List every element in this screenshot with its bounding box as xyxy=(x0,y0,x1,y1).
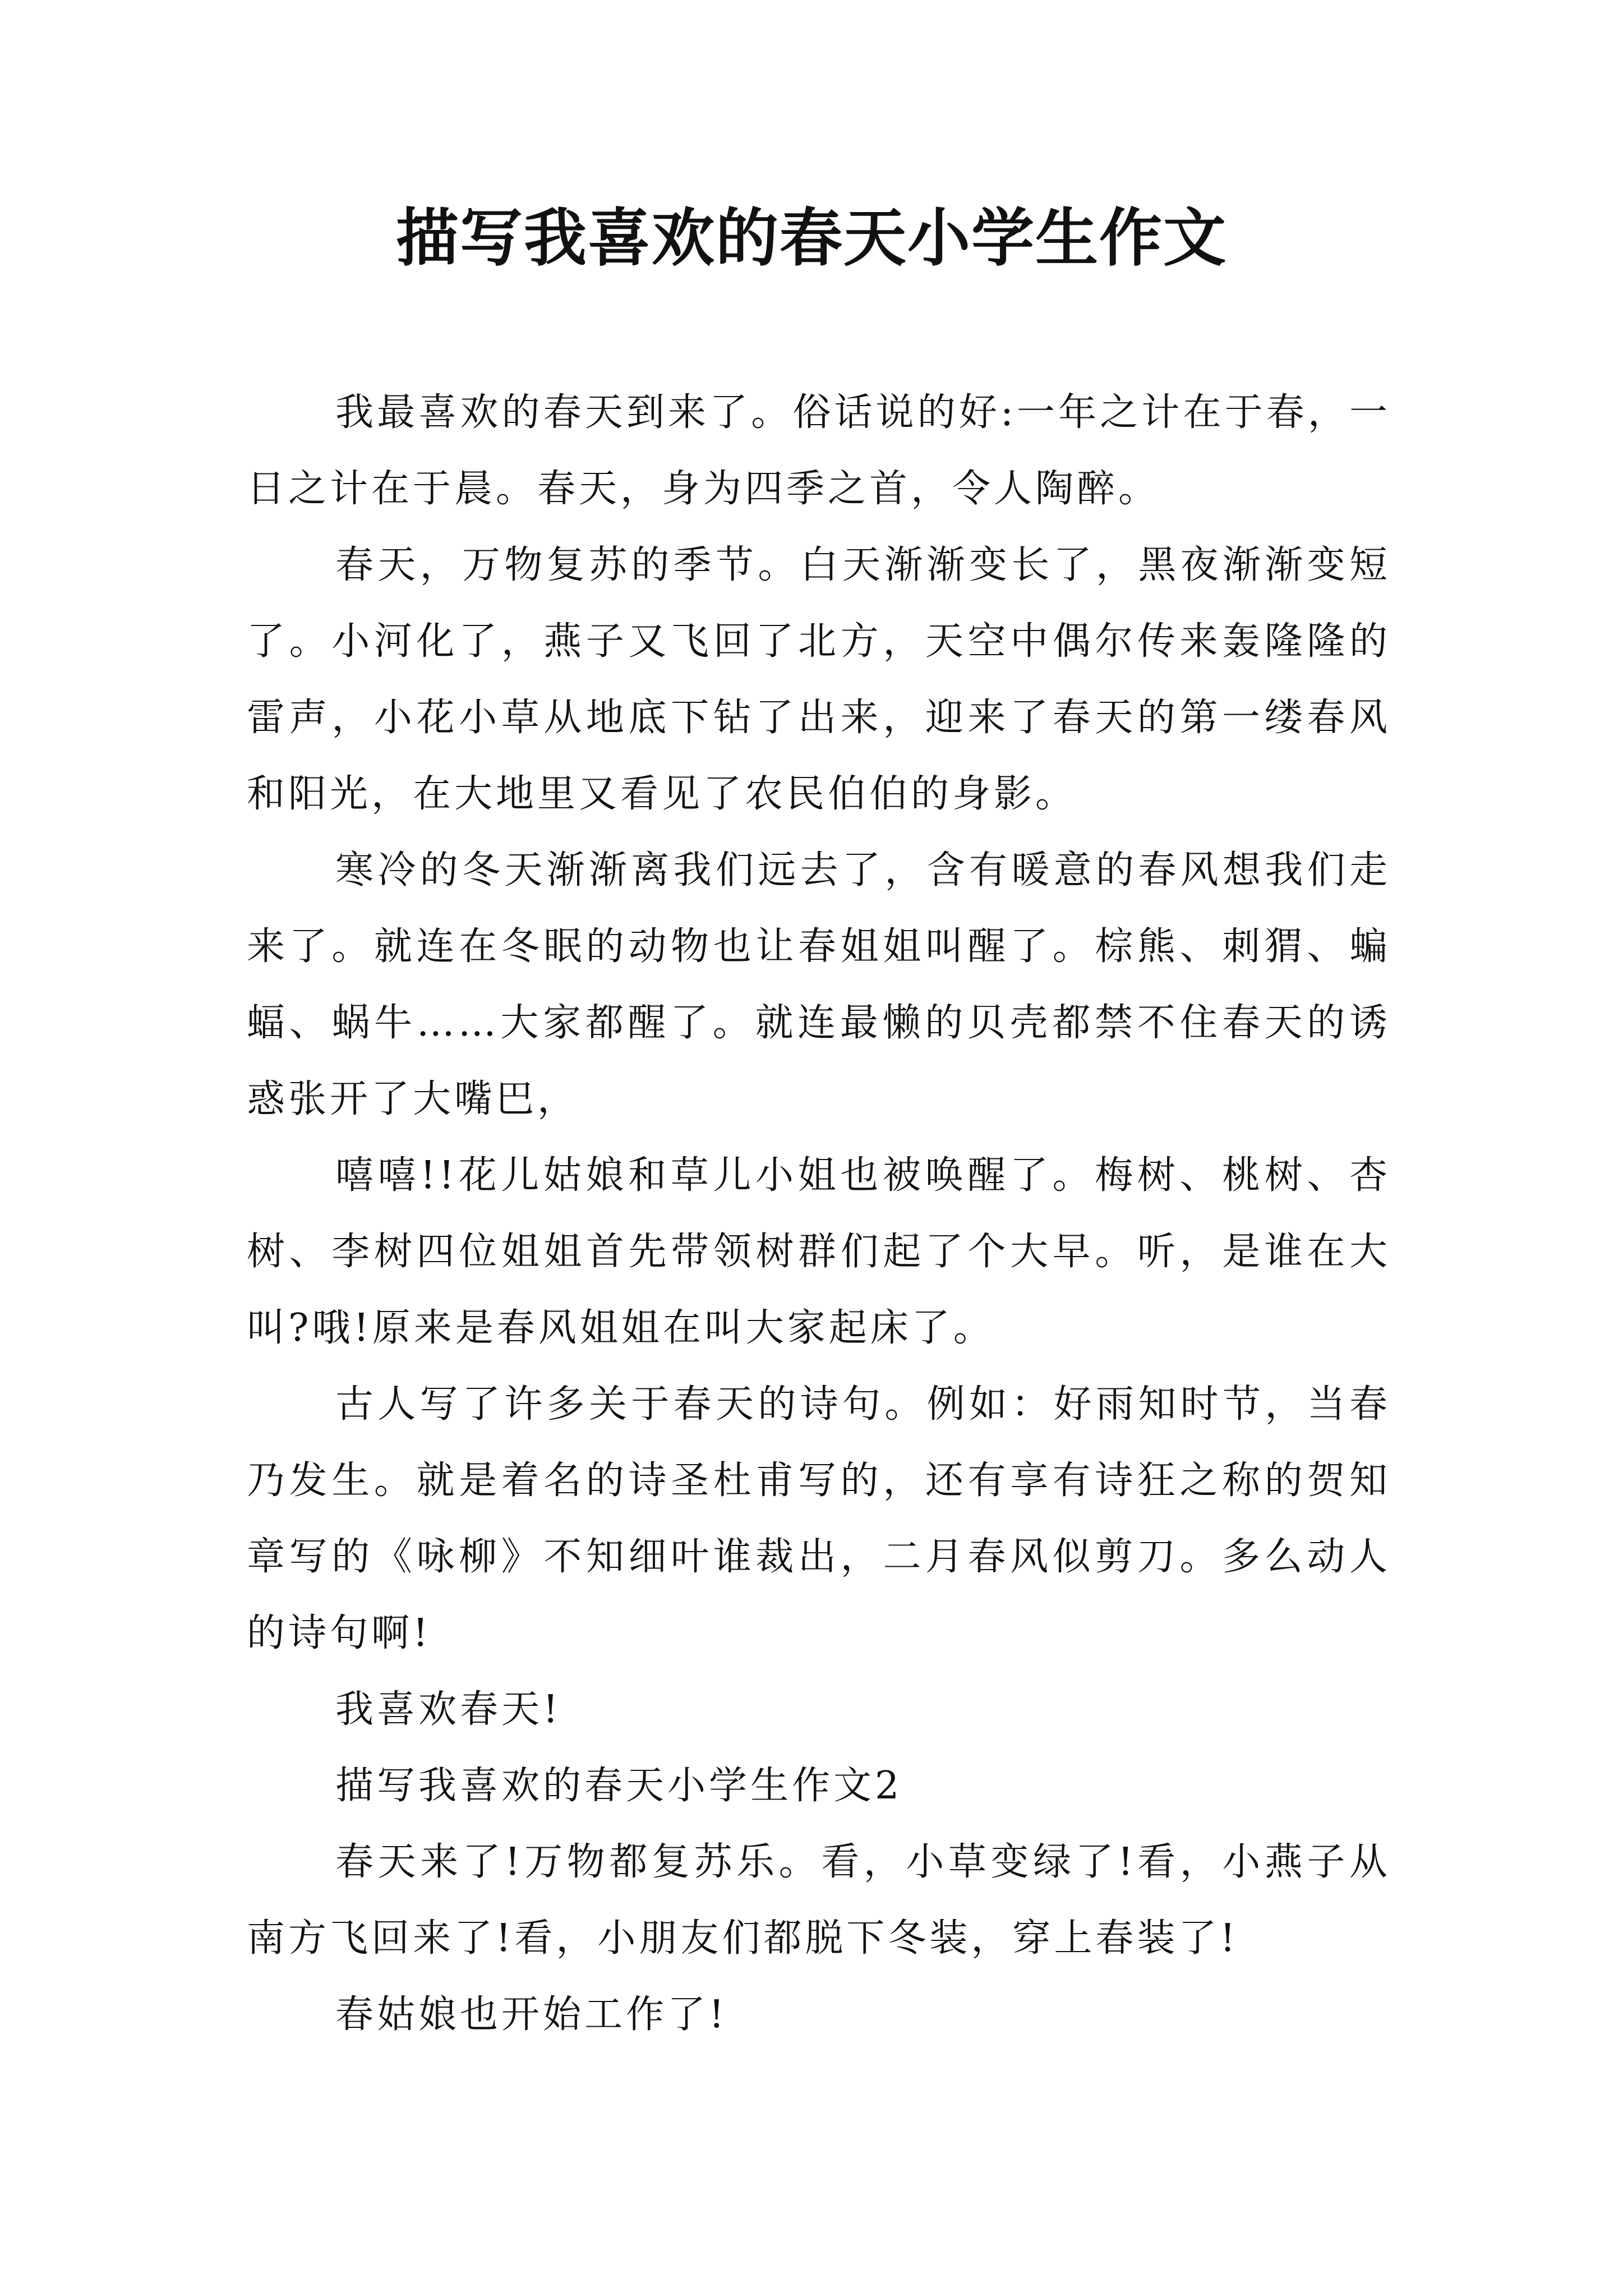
paragraph-1: 我最喜欢的春天到来了。俗话说的好:一年之计在于春，一日之计在于晨。春天，身为四季之首，令人陶醉。 xyxy=(247,390,1391,511)
document-body xyxy=(247,375,1391,2053)
paragraph-5: 古人写了许多关于春天的诗句。例如：好雨知时节，当春乃发生。就是着名的诗圣杜甫写的，还有享有诗狂之称的贺知章写的《咏柳》不知细叶谁裁出，二月春风似剪刀。多么动人的诗句啊! xyxy=(247,1382,1391,1655)
paragraph-2: 春天，万物复苏的季节。白天渐渐变长了，黑夜渐渐变短了。小河化了，燕子又飞回了北方，天空中偶尔传来轰隆隆的雷声，小花小草从地底下钻了出来，迎来了春天的第一缕春风和阳光，在大地里又看见了农民伯伯的身影。 xyxy=(247,543,1391,816)
paragraph-9: 春姑娘也开始工作了! xyxy=(335,1993,728,2037)
paragraph-6: 我喜欢春天! xyxy=(335,1687,562,1732)
document-title: 描写我喜欢的春天小学生作文 xyxy=(396,201,1227,275)
paragraph-8: 春天来了!万物都复苏乐。看，小草变绿了!看，小燕子从南方飞回来了!看，小朋友们都脱下冬装，穿上春装了! xyxy=(247,1840,1391,1961)
paragraph-3: 寒冷的冬天渐渐离我们远去了，含有暖意的春风想我们走来了。就连在冬眠的动物也让春姐姐叫醒了。棕熊、刺猬、蝙蝠、蜗牛……大家都醒了。就连最懒的贝壳都禁不住春天的诱惑张开了大嘴巴， xyxy=(247,848,1391,1121)
paragraph-7-subtitle: 描写我喜欢的春天小学生作文2 xyxy=(335,1764,903,1808)
paragraph-4: 嘻嘻!!花儿姑娘和草儿小姐也被唤醒了。梅树、桃树、杏树、李树四位姐姐首先带领树群们起了个大早。听，是谁在大叫?哦!原来是春风姐姐在叫大家起床了。 xyxy=(247,1153,1391,1350)
